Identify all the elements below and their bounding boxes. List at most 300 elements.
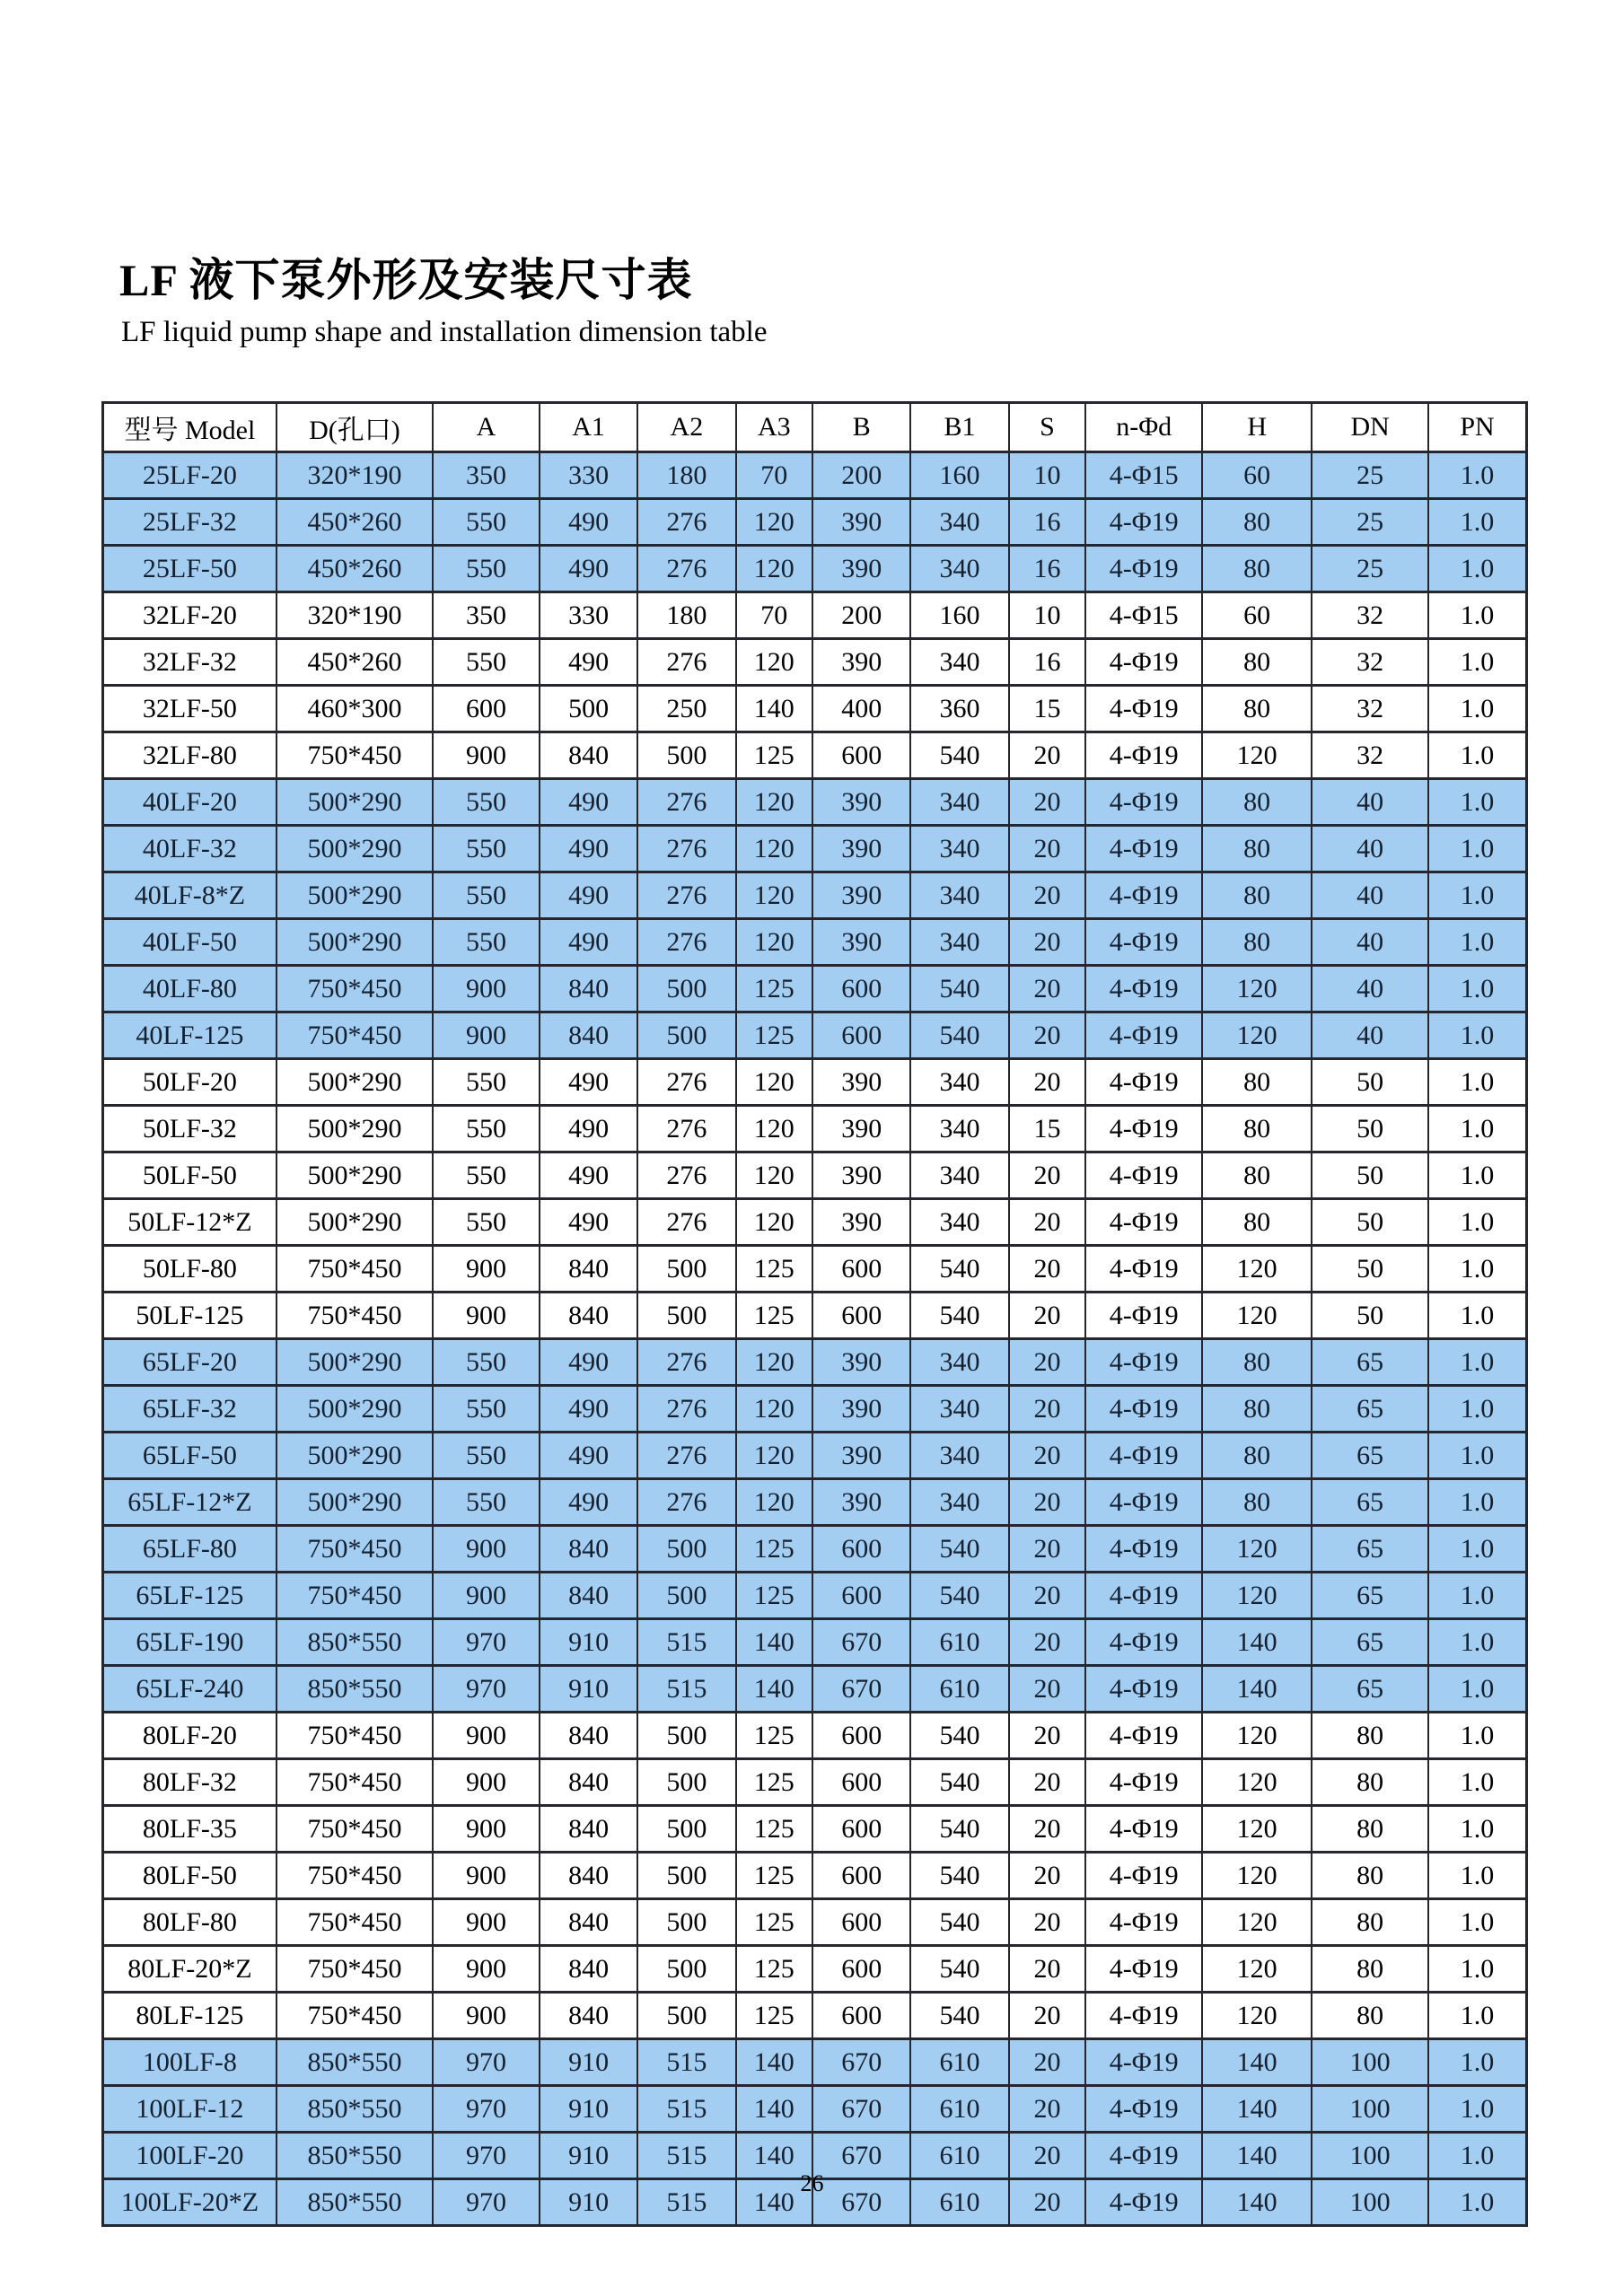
- dimension-cell: 850*550: [277, 1619, 433, 1666]
- dimension-cell: 125: [736, 1526, 813, 1573]
- dimension-cell: 500*290: [277, 826, 433, 872]
- dimension-cell: 20: [1009, 1573, 1086, 1619]
- dimension-cell: 550: [433, 1339, 540, 1386]
- model-cell: 25LF-50: [103, 546, 277, 592]
- dimension-cell: 840: [540, 1853, 637, 1899]
- dimension-cell: 490: [540, 919, 637, 966]
- dimension-cell: 500: [637, 1573, 735, 1619]
- dimension-cell: 390: [812, 1152, 910, 1199]
- dimension-cell: 840: [540, 732, 637, 779]
- dimension-cell: 900: [433, 1993, 540, 2039]
- dimension-cell: 180: [637, 452, 735, 499]
- dimension-cell: 140: [1202, 2086, 1312, 2133]
- dimension-cell: 550: [433, 1152, 540, 1199]
- dimension-cell: 910: [540, 2179, 637, 2226]
- dimension-cell: 32: [1312, 686, 1428, 732]
- table-row: [103, 546, 1527, 592]
- dimension-cell: 20: [1009, 2086, 1086, 2133]
- dimension-cell: 840: [540, 1899, 637, 1946]
- dimension-cell: 4-Φ15: [1085, 452, 1202, 499]
- dimension-cell: 540: [910, 732, 1008, 779]
- dimension-cell: 276: [637, 499, 735, 546]
- dimension-cell: 80: [1312, 1899, 1428, 1946]
- dimension-cell: 80: [1202, 499, 1312, 546]
- dimension-cell: 1.0: [1428, 1199, 1526, 1246]
- dimension-cell: 1.0: [1428, 2133, 1526, 2179]
- column-header-n-phi-d: n-Φd: [1085, 403, 1202, 452]
- dimension-cell: 610: [910, 1619, 1008, 1666]
- dimension-cell: 550: [433, 499, 540, 546]
- dimension-cell: 970: [433, 2086, 540, 2133]
- dimension-cell: 276: [637, 546, 735, 592]
- dimension-cell: 100: [1312, 2179, 1428, 2226]
- dimension-cell: 15: [1009, 686, 1086, 732]
- dimension-cell: 515: [637, 2039, 735, 2086]
- column-header-pn: PN: [1428, 403, 1526, 452]
- dimension-cell: 276: [637, 779, 735, 826]
- dimension-cell: 4-Φ19: [1085, 1993, 1202, 2039]
- dimension-cell: 40: [1312, 872, 1428, 919]
- dimension-cell: 490: [540, 1339, 637, 1386]
- dimension-cell: 20: [1009, 1246, 1086, 1293]
- dimension-cell: 140: [1202, 1619, 1312, 1666]
- dimension-cell: 900: [433, 1759, 540, 1806]
- model-cell: 80LF-125: [103, 1993, 277, 2039]
- dimension-cell: 4-Φ19: [1085, 1433, 1202, 1479]
- dimension-cell: 390: [812, 919, 910, 966]
- dimension-cell: 900: [433, 1573, 540, 1619]
- model-cell: 100LF-20*Z: [103, 2179, 277, 2226]
- dimension-cell: 1.0: [1428, 1619, 1526, 1666]
- dimension-cell: 20: [1009, 1199, 1086, 1246]
- dimension-cell: 970: [433, 1619, 540, 1666]
- dimension-cell: 500: [637, 1853, 735, 1899]
- dimension-cell: 610: [910, 1666, 1008, 1713]
- dimension-cell: 515: [637, 2133, 735, 2179]
- dimension-cell: 515: [637, 1666, 735, 1713]
- column-header-model: 型号 Model: [103, 403, 277, 452]
- dimension-cell: 490: [540, 1059, 637, 1106]
- dimension-cell: 600: [812, 966, 910, 1012]
- dimension-cell: 750*450: [277, 1993, 433, 2039]
- dimension-cell: 140: [1202, 1666, 1312, 1713]
- dimension-cell: 4-Φ19: [1085, 1806, 1202, 1853]
- dimension-cell: 20: [1009, 2133, 1086, 2179]
- column-header-b: B: [812, 403, 910, 452]
- dimension-cell: 910: [540, 1619, 637, 1666]
- dimension-cell: 750*450: [277, 1012, 433, 1059]
- dimension-cell: 4-Φ19: [1085, 966, 1202, 1012]
- table-row: [103, 1806, 1527, 1853]
- table-row: [103, 1106, 1527, 1152]
- dimension-cell: 16: [1009, 546, 1086, 592]
- dimension-cell: 20: [1009, 1759, 1086, 1806]
- model-cell: 100LF-12: [103, 2086, 277, 2133]
- dimension-cell: 276: [637, 1199, 735, 1246]
- dimension-cell: 1.0: [1428, 966, 1526, 1012]
- dimension-cell: 1.0: [1428, 872, 1526, 919]
- model-cell: 65LF-190: [103, 1619, 277, 1666]
- page-number: 26: [800, 2170, 824, 2196]
- dimension-cell: 500: [540, 686, 637, 732]
- dimension-cell: 550: [433, 872, 540, 919]
- dimension-cell: 600: [812, 1946, 910, 1993]
- dimension-cell: 120: [736, 1339, 813, 1386]
- dimension-cell: 20: [1009, 1059, 1086, 1106]
- dimension-cell: 390: [812, 1386, 910, 1433]
- dimension-cell: 550: [433, 1479, 540, 1526]
- dimension-cell: 160: [910, 452, 1008, 499]
- model-cell: 32LF-50: [103, 686, 277, 732]
- dimension-cell: 900: [433, 1853, 540, 1899]
- dimension-cell: 390: [812, 639, 910, 686]
- column-header-b1: B1: [910, 403, 1008, 452]
- dimension-cell: 900: [433, 1293, 540, 1339]
- dimension-cell: 4-Φ19: [1085, 1386, 1202, 1433]
- dimension-cell: 140: [736, 1619, 813, 1666]
- dimension-cell: 600: [812, 1012, 910, 1059]
- dimension-cell: 340: [910, 546, 1008, 592]
- dimension-cell: 500: [637, 1012, 735, 1059]
- dimension-cell: 120: [736, 546, 813, 592]
- dimension-cell: 850*550: [277, 2179, 433, 2226]
- dimension-cell: 500: [637, 1713, 735, 1759]
- dimension-cell: 80: [1202, 686, 1312, 732]
- dimension-cell: 900: [433, 1246, 540, 1293]
- dimension-cell: 490: [540, 546, 637, 592]
- dimension-cell: 550: [433, 919, 540, 966]
- dimension-cell: 500*290: [277, 1339, 433, 1386]
- dimension-cell: 1.0: [1428, 1666, 1526, 1713]
- dimension-cell: 276: [637, 1106, 735, 1152]
- dimension-cell: 20: [1009, 1619, 1086, 1666]
- column-header-a2: A2: [637, 403, 735, 452]
- dimension-cell: 850*550: [277, 2133, 433, 2179]
- dimension-cell: 1.0: [1428, 732, 1526, 779]
- dimension-cell: 500*290: [277, 1059, 433, 1106]
- dimension-cell: 1.0: [1428, 1573, 1526, 1619]
- dimension-cell: 15: [1009, 1106, 1086, 1152]
- dimension-cell: 125: [736, 1713, 813, 1759]
- dimension-cell: 500: [637, 1526, 735, 1573]
- dimension-cell: 610: [910, 2039, 1008, 2086]
- dimension-cell: 140: [736, 2133, 813, 2179]
- dimension-cell: 180: [637, 592, 735, 639]
- dimension-cell: 80: [1202, 1106, 1312, 1152]
- dimension-cell: 20: [1009, 2039, 1086, 2086]
- dimension-cell: 250: [637, 686, 735, 732]
- dimension-cell: 120: [1202, 1759, 1312, 1806]
- dimension-cell: 80: [1202, 1479, 1312, 1526]
- dimension-cell: 550: [433, 1433, 540, 1479]
- model-cell: 50LF-50: [103, 1152, 277, 1199]
- dimension-table-body: [103, 452, 1527, 2226]
- dimension-cell: 1.0: [1428, 1386, 1526, 1433]
- dimension-cell: 600: [812, 1573, 910, 1619]
- model-cell: 65LF-32: [103, 1386, 277, 1433]
- dimension-cell: 65: [1312, 1479, 1428, 1526]
- dimension-cell: 120: [1202, 1526, 1312, 1573]
- dimension-cell: 20: [1009, 1339, 1086, 1386]
- table-row: [103, 2086, 1527, 2133]
- dimension-cell: 970: [433, 2039, 540, 2086]
- dimension-cell: 500*290: [277, 1199, 433, 1246]
- model-cell: 50LF-32: [103, 1106, 277, 1152]
- table-row: [103, 1526, 1527, 1573]
- dimension-cell: 120: [1202, 966, 1312, 1012]
- dimension-cell: 4-Φ19: [1085, 1759, 1202, 1806]
- dimension-cell: 20: [1009, 1526, 1086, 1573]
- dimension-cell: 276: [637, 872, 735, 919]
- dimension-cell: 16: [1009, 499, 1086, 546]
- dimension-cell: 900: [433, 1899, 540, 1946]
- dimension-cell: 276: [637, 1479, 735, 1526]
- dimension-cell: 850*550: [277, 1666, 433, 1713]
- dimension-cell: 20: [1009, 1386, 1086, 1433]
- table-row: [103, 1853, 1527, 1899]
- dimension-cell: 970: [433, 2179, 540, 2226]
- dimension-cell: 120: [1202, 1246, 1312, 1293]
- dimension-cell: 340: [910, 639, 1008, 686]
- model-cell: 40LF-32: [103, 826, 277, 872]
- dimension-cell: 490: [540, 1199, 637, 1246]
- dimension-cell: 460*300: [277, 686, 433, 732]
- table-row: [103, 592, 1527, 639]
- dimension-cell: 670: [812, 2086, 910, 2133]
- column-header-s: S: [1009, 403, 1086, 452]
- column-header-a3: A3: [736, 403, 813, 452]
- dimension-cell: 140: [736, 2086, 813, 2133]
- dimension-cell: 840: [540, 1713, 637, 1759]
- dimension-cell: 540: [910, 1012, 1008, 1059]
- dimension-cell: 4-Φ19: [1085, 779, 1202, 826]
- dimension-cell: 1.0: [1428, 1059, 1526, 1106]
- dimension-cell: 450*260: [277, 546, 433, 592]
- dimension-cell: 750*450: [277, 1246, 433, 1293]
- dimension-cell: 20: [1009, 1479, 1086, 1526]
- dimension-cell: 80: [1202, 872, 1312, 919]
- dimension-cell: 80: [1202, 919, 1312, 966]
- dimension-cell: 140: [1202, 2133, 1312, 2179]
- dimension-cell: 4-Φ19: [1085, 1573, 1202, 1619]
- table-row: [103, 1433, 1527, 1479]
- dimension-cell: 500*290: [277, 919, 433, 966]
- dimension-cell: 550: [433, 546, 540, 592]
- dimension-cell: 140: [1202, 2179, 1312, 2226]
- dimension-cell: 140: [1202, 2039, 1312, 2086]
- dimension-cell: 910: [540, 2086, 637, 2133]
- dimension-cell: 80: [1312, 1806, 1428, 1853]
- dimension-cell: 1.0: [1428, 2039, 1526, 2086]
- table-row: [103, 1386, 1527, 1433]
- dimension-cell: 120: [736, 1106, 813, 1152]
- dimension-cell: 670: [812, 1666, 910, 1713]
- dimension-cell: 120: [736, 1152, 813, 1199]
- dimension-cell: 4-Φ19: [1085, 2179, 1202, 2226]
- table-row: [103, 452, 1527, 499]
- dimension-cell: 120: [1202, 1806, 1312, 1853]
- table-header-row: [103, 403, 1527, 452]
- dimension-cell: 80: [1202, 779, 1312, 826]
- dimension-cell: 340: [910, 826, 1008, 872]
- dimension-cell: 276: [637, 1433, 735, 1479]
- table-row: [103, 2039, 1527, 2086]
- dimension-cell: 4-Φ19: [1085, 1899, 1202, 1946]
- dimension-cell: 450*260: [277, 499, 433, 546]
- dimension-cell: 125: [736, 1806, 813, 1853]
- dimension-cell: 1.0: [1428, 1759, 1526, 1806]
- dimension-cell: 1.0: [1428, 2086, 1526, 2133]
- model-cell: 100LF-8: [103, 2039, 277, 2086]
- dimension-cell: 80: [1312, 1853, 1428, 1899]
- table-row: [103, 732, 1527, 779]
- dimension-cell: 390: [812, 1339, 910, 1386]
- dimension-cell: 600: [812, 732, 910, 779]
- column-header-dn: DN: [1312, 403, 1428, 452]
- dimension-cell: 125: [736, 1012, 813, 1059]
- dimension-cell: 120: [1202, 732, 1312, 779]
- dimension-cell: 670: [812, 1619, 910, 1666]
- dimension-cell: 80: [1202, 1152, 1312, 1199]
- model-cell: 80LF-32: [103, 1759, 277, 1806]
- dimension-cell: 4-Φ19: [1085, 1339, 1202, 1386]
- dimension-cell: 500: [637, 1293, 735, 1339]
- dimension-cell: 125: [736, 1759, 813, 1806]
- dimension-cell: 80: [1202, 1339, 1312, 1386]
- model-cell: 32LF-80: [103, 732, 277, 779]
- dimension-cell: 120: [736, 919, 813, 966]
- table-row: [103, 872, 1527, 919]
- dimension-cell: 40: [1312, 966, 1428, 1012]
- page-title: LF 液下泵外形及安装尺寸表: [119, 255, 693, 305]
- dimension-cell: 500: [637, 1993, 735, 2039]
- dimension-cell: 500: [637, 1899, 735, 1946]
- dimension-cell: 340: [910, 1339, 1008, 1386]
- dimension-cell: 500: [637, 1246, 735, 1293]
- table-row: [103, 1993, 1527, 2039]
- dimension-cell: 100: [1312, 2133, 1428, 2179]
- dimension-cell: 490: [540, 779, 637, 826]
- dimension-cell: 540: [910, 1806, 1008, 1853]
- dimension-cell: 4-Φ19: [1085, 1106, 1202, 1152]
- model-cell: 40LF-8*Z: [103, 872, 277, 919]
- dimension-cell: 390: [812, 546, 910, 592]
- dimension-cell: 910: [540, 1666, 637, 1713]
- table-row: [103, 1899, 1527, 1946]
- dimension-cell: 330: [540, 452, 637, 499]
- dimension-cell: 120: [736, 499, 813, 546]
- dimension-cell: 65: [1312, 1619, 1428, 1666]
- column-header-h: H: [1202, 403, 1312, 452]
- model-cell: 50LF-12*Z: [103, 1199, 277, 1246]
- dimension-cell: 80: [1312, 1946, 1428, 1993]
- dimension-cell: 540: [910, 1713, 1008, 1759]
- table-row: [103, 1946, 1527, 1993]
- dimension-cell: 840: [540, 1526, 637, 1573]
- dimension-cell: 1.0: [1428, 1899, 1526, 1946]
- dimension-cell: 540: [910, 1759, 1008, 1806]
- dimension-cell: 10: [1009, 452, 1086, 499]
- dimension-cell: 120: [736, 1479, 813, 1526]
- dimension-cell: 20: [1009, 2179, 1086, 2226]
- dimension-cell: 550: [433, 1106, 540, 1152]
- dimension-cell: 550: [433, 1386, 540, 1433]
- model-cell: 65LF-240: [103, 1666, 277, 1713]
- model-cell: 80LF-50: [103, 1853, 277, 1899]
- dimension-cell: 340: [910, 1152, 1008, 1199]
- dimension-cell: 600: [812, 1526, 910, 1573]
- dimension-cell: 340: [910, 872, 1008, 919]
- dimension-cell: 840: [540, 1573, 637, 1619]
- dimension-cell: 120: [1202, 1946, 1312, 1993]
- dimension-cell: 600: [812, 1713, 910, 1759]
- dimension-cell: 80: [1202, 546, 1312, 592]
- model-cell: 32LF-20: [103, 592, 277, 639]
- dimension-cell: 1.0: [1428, 779, 1526, 826]
- dimension-cell: 600: [812, 1293, 910, 1339]
- dimension-cell: 1.0: [1428, 2179, 1526, 2226]
- dimension-cell: 540: [910, 1293, 1008, 1339]
- dimension-cell: 1.0: [1428, 1946, 1526, 1993]
- dimension-cell: 750*450: [277, 1806, 433, 1853]
- dimension-cell: 670: [812, 2039, 910, 2086]
- dimension-cell: 840: [540, 1246, 637, 1293]
- model-cell: 25LF-20: [103, 452, 277, 499]
- dimension-cell: 1.0: [1428, 1433, 1526, 1479]
- dimension-cell: 550: [433, 826, 540, 872]
- dimension-cell: 140: [736, 2039, 813, 2086]
- dimension-cell: 120: [736, 826, 813, 872]
- dimension-cell: 20: [1009, 779, 1086, 826]
- dimension-cell: 1.0: [1428, 592, 1526, 639]
- dimension-cell: 276: [637, 1059, 735, 1106]
- dimension-cell: 65: [1312, 1339, 1428, 1386]
- dimension-cell: 515: [637, 2086, 735, 2133]
- table-row: [103, 1339, 1527, 1386]
- dimension-cell: 4-Φ19: [1085, 1713, 1202, 1759]
- dimension-cell: 540: [910, 966, 1008, 1012]
- dimension-cell: 550: [433, 639, 540, 686]
- dimension-cell: 850*550: [277, 2086, 433, 2133]
- dimension-cell: 600: [812, 1899, 910, 1946]
- dimension-cell: 750*450: [277, 1293, 433, 1339]
- dimension-cell: 50: [1312, 1152, 1428, 1199]
- dimension-cell: 600: [812, 1853, 910, 1899]
- dimension-cell: 125: [736, 1946, 813, 1993]
- dimension-cell: 276: [637, 639, 735, 686]
- column-header-a: A: [433, 403, 540, 452]
- dimension-cell: 120: [736, 1199, 813, 1246]
- dimension-cell: 4-Φ15: [1085, 592, 1202, 639]
- dimension-cell: 70: [736, 592, 813, 639]
- dimension-cell: 4-Φ19: [1085, 1293, 1202, 1339]
- dimension-cell: 4-Φ19: [1085, 1479, 1202, 1526]
- dimension-cell: 120: [736, 779, 813, 826]
- dimension-cell: 125: [736, 1853, 813, 1899]
- dimension-cell: 340: [910, 919, 1008, 966]
- dimension-cell: 330: [540, 592, 637, 639]
- dimension-cell: 120: [736, 1059, 813, 1106]
- model-cell: 65LF-80: [103, 1526, 277, 1573]
- dimension-cell: 276: [637, 1152, 735, 1199]
- dimension-cell: 140: [736, 2179, 813, 2226]
- dimension-cell: 500*290: [277, 1152, 433, 1199]
- dimension-cell: 4-Φ19: [1085, 1666, 1202, 1713]
- dimension-cell: 32: [1312, 639, 1428, 686]
- dimension-cell: 610: [910, 2179, 1008, 2226]
- table-row: [103, 639, 1527, 686]
- dimension-cell: 750*450: [277, 1713, 433, 1759]
